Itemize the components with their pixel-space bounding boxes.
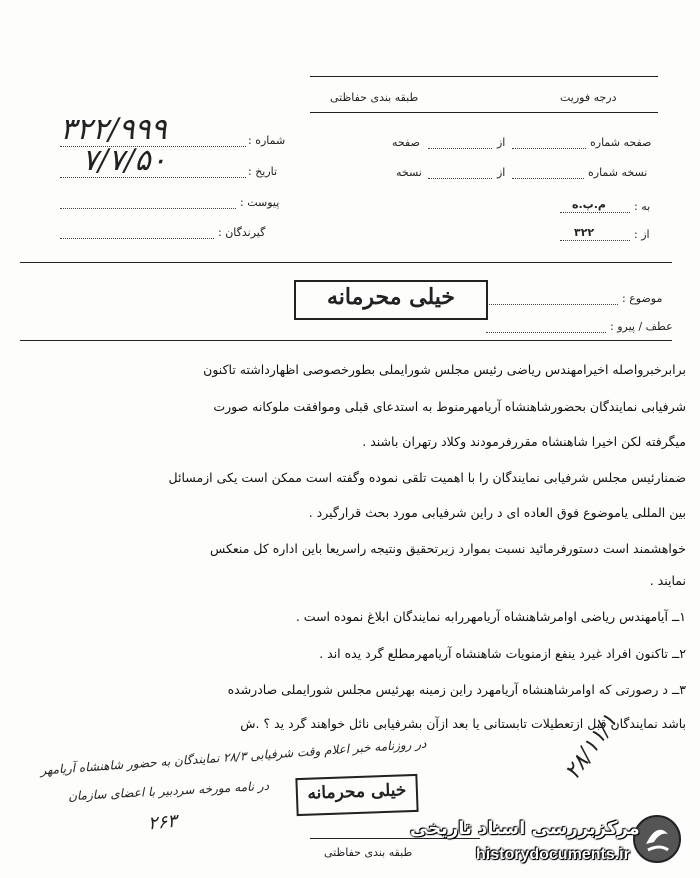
- subject-label: موضوع :: [622, 292, 663, 305]
- from-value: ۳۲۲: [574, 226, 595, 239]
- page-no-dots: [512, 148, 586, 149]
- body-line-3: میگرفته لکن اخیرا شاهنشاه مقررفرمودند وکلاد رتهران باشند .: [362, 434, 686, 449]
- header-top-rule: [310, 76, 658, 77]
- handwritten-number: ۲۶۳: [146, 810, 179, 835]
- from-label: از :: [634, 228, 650, 241]
- body-line-4: ضمنارئیس مجلس شرفیابی نمایندگان را با اهمیت تلقی نموده وگفته است ممکن است یکی ازمسائل: [168, 470, 686, 485]
- date-value: ۷/۷/۵۰: [82, 143, 167, 178]
- date-label: تاریخ :: [248, 165, 278, 178]
- watermark-title: مرکزبررسی اسناد تاریخی: [410, 818, 640, 839]
- page-of-label: از: [497, 136, 506, 149]
- to-value: م.پ.ه: [572, 198, 606, 211]
- attachment-label: پیوست :: [240, 196, 280, 209]
- bottom-stamp-text: خیلی محرمانه: [307, 780, 407, 804]
- body-line-1: برابرخبرواصله اخیرامهندس ریاضی رئیس مجلس شورایملی بطورخصوصی اظهارداشته تاکنون: [203, 362, 686, 377]
- handwritten-date-mark: ۲۸/۱۱/۱: [560, 709, 623, 785]
- recipients-label: گیرندگان :: [218, 226, 266, 239]
- classification-label: طبقه بندی حفاظتی: [330, 91, 419, 104]
- ref-dots: [486, 332, 606, 333]
- body-line-6: خواهشمند است دستورفرمائید نسبت بموارد زیرتحقیق ونتیجه راسریعا باین اداره کل منعکس: [210, 541, 686, 556]
- subject-dots: [486, 304, 618, 305]
- copy-no-label: نسخه شماره: [588, 166, 648, 179]
- subject-bottom-rule: [20, 340, 672, 341]
- recipients-dots: [60, 238, 214, 239]
- body-line-5: بین المللی یاموضوع فوق العاده ای د راین شرفیابی مورد بحث قرارگیرد .: [308, 505, 686, 520]
- bottom-stamp: [295, 774, 418, 816]
- watermark-url: historydocuments.ir: [476, 846, 630, 863]
- footer-classification-label: طبقه بندی حفاظتی: [324, 846, 413, 859]
- body-item-3-cont: باشد نمایندگان قبل ازتعطیلات تابستانی یا بعد ازآن بشرفیابی نائل خواهند گرد ید ؟ .ش: [240, 716, 686, 731]
- body-item-2: ۲ــ تاکنون افراد غیرد ینفع ازمنویات شاهنشاه آریامهرمطلع گرد یده اند .: [319, 646, 686, 661]
- body-item-1: ۱ــ آیامهندس ریاضی اوامرشاهنشاه آریامهررابه نمایندگان ابلاغ نموده است .: [295, 609, 686, 624]
- page-label: صفحه: [392, 136, 420, 149]
- copy-of-dots: [428, 178, 492, 179]
- handwritten-note-1: در روزنامه خبر اعلام وقت شرفیابی ۲۸/۳ نمایندگان به حضور شاهنشاه آریامهر: [39, 736, 427, 778]
- to-dots: [560, 212, 630, 213]
- body-line-2: شرفیابی نمایندگان بحضورشاهنشاه آریامهرمنوط به استدعای قبلی وموافقت ملوکانه صورت: [213, 399, 686, 414]
- to-label: به :: [634, 200, 651, 213]
- ref-label: عطف / پیرو :: [610, 320, 673, 333]
- number-label: شماره :: [248, 134, 286, 147]
- subject-stamp: [294, 280, 488, 320]
- from-dots: [560, 240, 630, 241]
- body-line-7: نمایند .: [649, 573, 686, 588]
- copy-label: نسخه: [396, 166, 422, 179]
- header-bottom-rule: [310, 112, 658, 113]
- body-item-3: ۳ــ د رصورتی که اوامرشاهنشاه آریامهرد راین زمینه بهرئیس مجلس شورایملی صادرشده: [227, 682, 686, 697]
- page-of-dots: [428, 148, 492, 149]
- handwritten-note-2: در نامه مورخه سردبیر با اعضای سازمان: [67, 778, 270, 804]
- number-value: ۳۲۲/۹۹۹: [60, 112, 167, 147]
- subject-stamp-text: خیلی محرمانه: [326, 284, 456, 310]
- urgency-label: درجه فوریت: [560, 91, 617, 104]
- attachment-dots: [60, 208, 236, 209]
- subject-top-rule: [20, 262, 672, 263]
- copy-no-dots: [512, 178, 584, 179]
- copy-of-label: از: [497, 166, 506, 179]
- page-no-label: صفحه شماره: [590, 136, 652, 149]
